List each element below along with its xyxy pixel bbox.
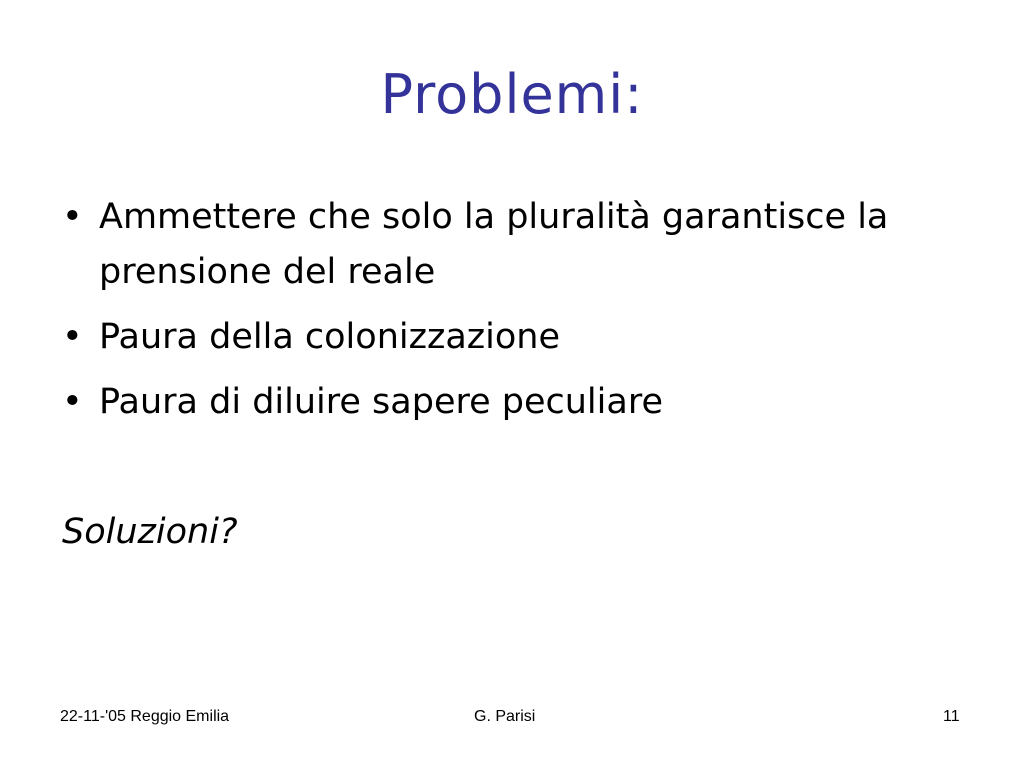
bullet-text: Paura di diluire sapere peculiare xyxy=(99,382,663,422)
bullet-item xyxy=(62,310,962,365)
bullet-item xyxy=(62,375,962,430)
bullet-item xyxy=(62,190,962,300)
solutions-question: Soluzioni? xyxy=(62,512,238,552)
bullet-dot-icon: • xyxy=(62,197,83,237)
bullet-dot-icon: • xyxy=(62,317,83,357)
footer-date-location: 22-11-'05 Reggio Emilia xyxy=(60,708,230,725)
bullet-list xyxy=(62,190,962,440)
slide-title: Problemi: xyxy=(380,63,644,126)
bullet-text: Paura della colonizzazione xyxy=(99,317,561,357)
bullet-text: Ammettere che solo la pluralità garantisce la prensione del reale xyxy=(99,197,889,292)
footer-page-number: 11 xyxy=(943,708,960,725)
footer-author: G. Parisi xyxy=(474,708,536,725)
bullet-dot-icon: • xyxy=(62,382,83,422)
